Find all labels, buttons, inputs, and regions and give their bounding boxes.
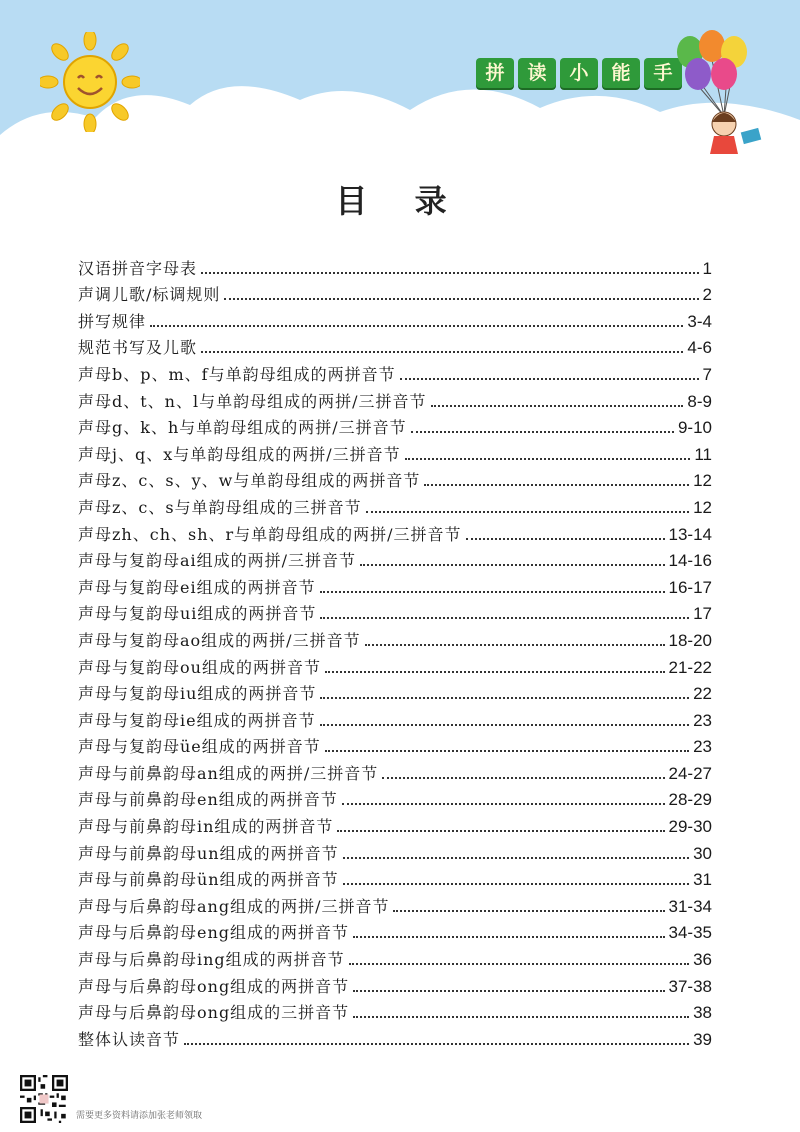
toc-entry-label: 声母与后鼻韵母eng组成的两拼音节 — [78, 923, 350, 943]
toc-entry[interactable] — [78, 491, 712, 518]
toc-entry-label: 声母与复韵母ei组成的两拼音节 — [78, 577, 316, 597]
toc-leader-dots — [201, 272, 699, 274]
toc-leader-dots — [360, 564, 664, 566]
toc-leader-dots — [343, 857, 689, 859]
toc-leader-dots — [431, 405, 684, 407]
toc-entry-page: 4-6 — [687, 338, 712, 358]
toc-entry-page: 17 — [693, 604, 712, 624]
toc-entry[interactable] — [78, 305, 712, 332]
toc-entry-label: 声母与前鼻韵母ün组成的两拼音节 — [78, 870, 339, 890]
toc-entry-label: 汉语拼音字母表 — [78, 258, 198, 278]
toc-entry-label: 声母与复韵母ao组成的两拼/三拼音节 — [78, 630, 361, 650]
toc-entry[interactable] — [78, 598, 712, 625]
toc-leader-dots — [201, 351, 683, 353]
toc-leader-dots — [466, 538, 665, 540]
toc-entry[interactable] — [78, 678, 712, 705]
brand-char: 手 — [644, 58, 682, 88]
toc-entry[interactable] — [78, 279, 712, 306]
toc-leader-dots — [382, 777, 664, 779]
toc-entry-page: 24-27 — [668, 763, 712, 783]
toc-leader-dots — [325, 750, 689, 752]
toc-leader-dots — [405, 458, 691, 460]
toc-entry[interactable] — [78, 810, 712, 837]
brand-char: 小 — [560, 58, 598, 88]
toc-entry-page: 11 — [694, 444, 712, 464]
toc-entry[interactable] — [78, 917, 712, 944]
toc-entry-page: 30 — [693, 843, 712, 863]
toc-entry-page: 36 — [693, 950, 712, 970]
toc-entry-page: 39 — [693, 1029, 712, 1049]
toc-entry-page: 12 — [693, 497, 712, 517]
toc-entry-label: 声母z、c、s、y、w与单韵母组成的两拼音节 — [78, 471, 421, 491]
toc-entry-label: 声母与前鼻韵母un组成的两拼音节 — [78, 843, 339, 863]
brand-logo — [476, 58, 682, 88]
toc-entry-page: 1 — [702, 258, 712, 278]
toc-entry-page: 22 — [693, 684, 712, 704]
toc-entry[interactable] — [78, 837, 712, 864]
toc-entry-label: 声母与复韵母ai组成的两拼/三拼音节 — [78, 551, 357, 571]
toc-leader-dots — [337, 830, 664, 832]
toc-leader-dots — [343, 883, 689, 885]
toc-entry-page: 3-4 — [687, 311, 712, 331]
toc-entry[interactable] — [78, 385, 712, 412]
toc-leader-dots — [320, 697, 689, 699]
toc-entry-label: 声母与复韵母ui组成的两拼音节 — [78, 604, 317, 624]
brand-char: 能 — [602, 58, 640, 88]
toc-entry-label: 规范书写及儿歌 — [78, 338, 198, 358]
toc-leader-dots — [353, 936, 664, 938]
toc-leader-dots — [393, 910, 664, 912]
page-title: 目 录 — [335, 182, 465, 220]
toc-entry-page: 28-29 — [668, 790, 712, 810]
toc-entry-label: 拼写规律 — [78, 311, 147, 331]
toc-entry[interactable] — [78, 943, 712, 970]
footer — [20, 1075, 202, 1123]
toc-entry[interactable] — [78, 332, 712, 359]
toc-entry-label: 声母b、p、m、f与单韵母组成的两拼音节 — [78, 364, 396, 384]
toc-entry-page: 9-10 — [677, 418, 712, 438]
toc-entry-page: 37-38 — [668, 976, 712, 996]
toc-entry-page: 14-16 — [668, 551, 712, 571]
toc-entry-label: 声母j、q、x与单韵母组成的两拼/三拼音节 — [78, 444, 401, 464]
toc-entry[interactable] — [78, 412, 712, 439]
toc-entry-page: 31 — [693, 870, 712, 890]
toc-entry[interactable] — [78, 731, 712, 758]
toc-leader-dots — [342, 803, 665, 805]
toc-leader-dots — [320, 724, 689, 726]
toc-entry[interactable] — [78, 518, 712, 545]
toc-leader-dots — [150, 325, 683, 327]
toc-entry[interactable] — [78, 704, 712, 731]
toc-entry-page: 13-14 — [668, 524, 712, 544]
toc-leader-dots — [353, 1016, 689, 1018]
toc-entry-label: 声母g、k、h与单韵母组成的两拼/三拼音节 — [78, 418, 407, 438]
toc-entry[interactable] — [78, 757, 712, 784]
toc-entry[interactable] — [78, 624, 712, 651]
toc-leader-dots — [320, 591, 665, 593]
toc-entry-label: 声母与前鼻韵母in组成的两拼音节 — [78, 817, 334, 837]
footer-note: 需要更多资料请添加张老师领取 — [76, 1111, 203, 1121]
toc-entry-label: 声母与复韵母iu组成的两拼音节 — [78, 684, 317, 704]
toc-entry-label: 声母与前鼻韵母en组成的两拼音节 — [78, 790, 338, 810]
toc-entry-page: 7 — [702, 364, 712, 384]
toc-entry-page: 12 — [693, 471, 712, 491]
toc-entry-label: 声调儿歌/标调规则 — [78, 285, 221, 305]
toc-entry-page: 2 — [702, 285, 712, 305]
toc-entry[interactable] — [78, 651, 712, 678]
toc-entry-page: 34-35 — [668, 923, 712, 943]
toc-entry-label: 声母d、t、n、l与单韵母组成的两拼/三拼音节 — [78, 391, 427, 411]
toc-entry-label: 声母与后鼻韵母ong组成的三拼音节 — [78, 1003, 350, 1023]
toc-entry[interactable] — [78, 864, 712, 891]
toc-leader-dots — [400, 378, 699, 380]
toc-leader-dots — [224, 298, 698, 300]
toc-entry-page: 23 — [693, 737, 712, 757]
toc-entry[interactable] — [78, 465, 712, 492]
toc-entry-label: 声母与复韵母üe组成的两拼音节 — [78, 737, 321, 757]
toc-entry-page: 29-30 — [668, 817, 712, 837]
toc-entry[interactable] — [78, 571, 712, 598]
toc-entry[interactable] — [78, 784, 712, 811]
toc-entry-page: 16-17 — [668, 577, 712, 597]
toc-entry-page: 18-20 — [668, 630, 712, 650]
header-banner — [0, 0, 800, 160]
toc-entry-label: 声母与后鼻韵母ong组成的两拼音节 — [78, 976, 350, 996]
toc-entry-label: 声母与后鼻韵母ang组成的两拼/三拼音节 — [78, 896, 390, 916]
toc-entry-label: 声母zh、ch、sh、r与单韵母组成的两拼/三拼音节 — [78, 524, 462, 544]
toc-entry[interactable] — [78, 438, 712, 465]
toc-entry[interactable] — [78, 545, 712, 572]
toc-entry-label: 声母与复韵母ie组成的两拼音节 — [78, 710, 316, 730]
table-of-contents — [78, 252, 712, 1050]
sun-icon — [40, 32, 140, 132]
toc-leader-dots — [349, 963, 689, 965]
toc-entry-page: 38 — [693, 1003, 712, 1023]
toc-entry-label: 声母与复韵母ou组成的两拼音节 — [78, 657, 321, 677]
brand-char: 拼 — [476, 58, 514, 88]
toc-entry[interactable] — [78, 252, 712, 279]
toc-entry-page: 21-22 — [668, 657, 712, 677]
toc-leader-dots — [366, 511, 689, 513]
toc-leader-dots — [424, 484, 689, 486]
toc-leader-dots — [320, 617, 689, 619]
toc-entry-page: 31-34 — [668, 896, 712, 916]
toc-entry-label: 声母与前鼻韵母an组成的两拼/三拼音节 — [78, 763, 379, 783]
toc-leader-dots — [353, 990, 664, 992]
brand-char: 读 — [518, 58, 556, 88]
toc-leader-dots — [184, 1043, 689, 1045]
toc-entry[interactable] — [78, 970, 712, 997]
balloon-girl-icon — [668, 30, 778, 156]
toc-entry-page: 8-9 — [687, 391, 712, 411]
toc-entry-label: 整体认读音节 — [78, 1029, 181, 1049]
toc-entry-page: 23 — [693, 710, 712, 730]
toc-entry-label: 声母与后鼻韵母ing组成的两拼音节 — [78, 950, 345, 970]
toc-entry[interactable] — [78, 997, 712, 1024]
toc-entry[interactable] — [78, 358, 712, 385]
toc-leader-dots — [411, 431, 674, 433]
qr-code-icon[interactable] — [20, 1075, 68, 1123]
toc-entry-label: 声母z、c、s与单韵母组成的三拼音节 — [78, 497, 362, 517]
toc-leader-dots — [325, 671, 665, 673]
toc-entry[interactable] — [78, 890, 712, 917]
toc-entry[interactable] — [78, 1023, 712, 1050]
toc-leader-dots — [365, 644, 665, 646]
